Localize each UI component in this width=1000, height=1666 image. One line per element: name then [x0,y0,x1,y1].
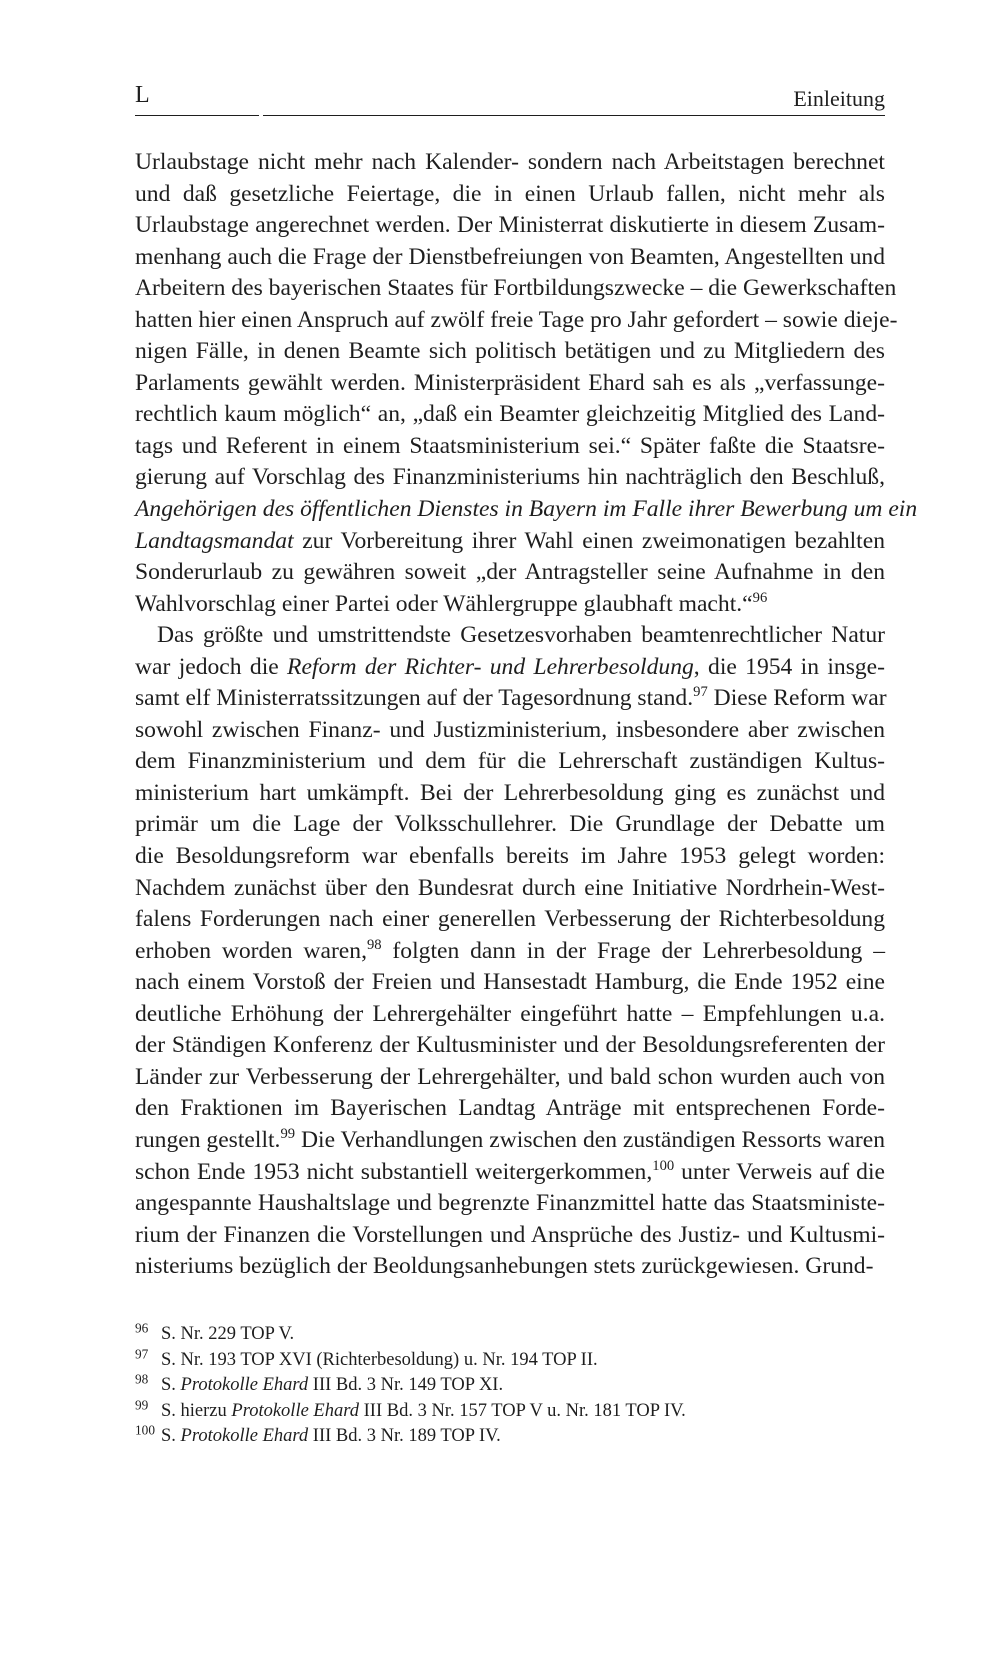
body-text [135,147,918,1283]
text-run: Arbeitern des bayerischen Staates für Fortbildungszwecke – die Gewerkschaften [135,275,897,302]
text-line [135,273,897,305]
text-run: Wahlvorschlag einer Partei oder Wählergruppe glaubhaft macht.“ [135,590,753,617]
text-run: S. [161,1375,181,1395]
text-line [135,746,885,778]
text-line [135,1125,885,1157]
text-run: folgten dann in der Frage der Lehrerbesoldung – [381,937,885,964]
text-line [135,462,885,494]
text-run: , die 1954 in insge- [693,653,885,680]
footnote-reference[interactable]: 96 [752,589,768,606]
text-run: hatten hier einen Anspruch auf zwölf freie Tage pro Jahr gefordert – sowie dieje- [135,306,898,333]
text-line [135,368,885,400]
footnote-number-text: 99 [135,1396,149,1412]
text-run: Urlaubstage angerechnet werden. Der Ministerrat diskutierte in diesem Zusam- [135,212,885,239]
footnote-number [135,1373,161,1399]
footnote-reference[interactable]: 99 [280,1125,296,1142]
text-line [135,652,885,684]
text-run: tags und Referent in einem Staatsministerium sei.“ Später faßte die Staatsre- [135,432,885,459]
paragraph [135,147,918,620]
text-run: falens Forderungen nach einer generellen Verbesserung der Richterbesoldung [135,906,885,933]
text-run: Das größte und umstrittendste Gesetzesvorhaben beamtenrechtlicher Natur [157,622,885,649]
footnotes [135,1322,885,1450]
text-line [135,715,885,747]
text-run: III Bd. 3 Nr. 157 TOP V u. Nr. 181 TOP IV. [359,1400,686,1421]
text-run: Parlaments gewählt werden. Ministerpräsident Ehard sah es als „verfassunge- [135,369,885,396]
text-run: der Ständigen Konferenz der Kultusminister und der Besoldungsreferenten der [135,1032,885,1059]
text-line [135,999,885,1031]
text-line [135,526,885,558]
footnote [135,1396,885,1425]
text-line [135,305,898,337]
text-run: sowohl zwischen Finanz- und Justizministerium, insbesondere aber zwischen [135,716,885,743]
footnote [135,1345,885,1374]
text-run: nisteriums bezüglich der Beoldungsanhebungen stets zurückgewiesen. Grund- [135,1253,874,1280]
footnote-number-text: 100 [135,1422,155,1438]
text-line [135,179,885,211]
text-run: den Fraktionen im Bayerischen Landtag Anträge mit entsprechenen Forde- [135,1095,885,1122]
text-line [135,242,885,274]
italic-text: Reform der Richter- und Lehrerbesoldung [287,653,694,680]
text-line [135,841,885,873]
text-line [135,494,918,526]
text-run: S. hierzu [161,1400,232,1421]
text-run: unter Verweis auf die [674,1158,885,1185]
text-run: rechtlich kaum möglich“ an, „daß ein Beamter gleichzeitig Mitglied des Land- [135,401,885,428]
text-line [135,336,885,368]
text-line [135,1030,885,1062]
text-run: menhang auch die Frage der Dienstbefreiungen von Beamten, Angestellten und [135,243,885,270]
text-run: dem Finanzministerium und dem für die Lehrerschaft zuständigen Kultus- [135,748,885,775]
text-run: Nachdem zunächst über den Bundesrat durch eine Initiative Nordrhein-West- [135,874,885,901]
footnote-number-text: 98 [135,1371,149,1387]
running-head [135,82,885,116]
text-run: war jedoch die [135,653,288,680]
footnote-number [135,1345,161,1374]
text-line [135,1062,885,1094]
text-run: nigen Fälle, in denen Beamte sich politisch betätigen und zu Mitgliedern des [135,338,885,365]
footnote [135,1424,885,1450]
italic-text: Protokolle Ehard [231,1400,359,1421]
text-run: Die Verhandlungen zwischen den zuständigen Ressorts waren [295,1126,885,1153]
text-run: nach einem Vorstoß der Freien und Hansestadt Hamburg, die Ende 1952 eine [135,969,885,996]
header-rule-left [135,115,259,116]
footnote [135,1322,885,1348]
footnote-number [135,1424,161,1450]
text-run: Länder zur Verbesserung der Lehrergehälter, und bald schon wurden auch von [135,1063,885,1090]
text-run: S. Nr. 193 TOP XVI (Richterbesoldung) u. Nr. 194 TOP II. [161,1349,598,1370]
page-number: L [135,82,150,108]
text-line [135,1188,885,1220]
text-run: erhoben worden waren, [135,937,367,964]
text-line [135,936,885,968]
text-run: Urlaubstage nicht mehr nach Kalender- sondern nach Arbeitstagen berechnet [135,149,885,175]
text-run: III Bd. 3 Nr. 149 TOP XI. [308,1375,504,1395]
text-line [135,873,885,905]
text-line [135,1220,885,1252]
footnote-reference[interactable]: 100 [652,1157,675,1174]
text-line [135,589,885,621]
text-run: S. Nr. 229 TOP V. [161,1324,295,1344]
text-run: zur Vorbereitung ihrer Wahl einen zweimonatigen bezahlten [293,527,885,554]
text-line [135,1251,885,1283]
text-line [135,620,885,652]
italic-text: Angehörigen des öffentlichen Dienstes in Bayern im Falle ihrer Bewerbung um ein [135,496,918,523]
paragraph [135,620,885,1282]
text-line [135,809,885,841]
footnote-number [135,1396,161,1425]
text-line [135,431,885,463]
text-run: Sonderurlaub zu gewähren soweit „der Antragsteller seine Aufnahme in den [135,559,885,586]
text-line [135,778,885,810]
text-run: und daß gesetzliche Feiertage, die in einen Urlaub fallen, nicht mehr als [135,180,885,207]
text-line [135,1093,885,1125]
footnote-number [135,1322,161,1348]
text-run: rium der Finanzen die Vorstellungen und Ansprüche des Justiz- und Kultusmi- [135,1221,885,1248]
text-line [135,904,885,936]
italic-text: Landtagsmandat [135,527,294,554]
text-run: III Bd. 3 Nr. 189 TOP IV. [308,1426,501,1446]
text-line [135,210,885,242]
text-line [135,399,885,431]
text-run: rungen gestellt. [135,1126,281,1153]
text-run: primär um die Lage der Volksschullehrer. Die Grundlage der Debatte um [135,811,885,838]
header-rule-right [263,115,885,116]
text-line [135,967,885,999]
text-run: deutliche Erhöhung der Lehrergehälter eingeführt hatte – Empfehlungen u.a. [135,1000,885,1027]
text-run: die Besoldungsreform war ebenfalls bereits im Jahre 1953 gelegt worden: [135,843,885,870]
text-run: angespannte Haushaltslage und begrenzte Finanzmittel hatte das Staatsministe- [135,1190,885,1217]
text-run: schon Ende 1953 nicht substantiell weitergerkommen, [135,1158,653,1185]
text-line [135,147,885,179]
text-run: samt elf Ministerratssitzungen auf der Tagesordnung stand. [135,685,694,712]
footnote-number-text: 97 [135,1345,149,1361]
italic-text: Protokolle Ehard [180,1426,309,1446]
text-line [135,557,885,589]
text-line [135,1157,885,1189]
text-line [135,683,885,715]
italic-text: Protokolle Ehard [180,1375,309,1395]
text-run: gierung auf Vorschlag des Finanzministeriums hin nachträglich den Beschluß, [135,464,885,491]
text-run: Diese Reform war [707,685,887,712]
text-run: S. [161,1426,181,1446]
footnote-reference[interactable]: 98 [366,936,382,953]
footnote [135,1373,885,1399]
text-run: ministerium hart umkämpft. Bei der Lehrerbesoldung ging es zunächst und [135,779,885,806]
running-title: Einleitung [793,86,885,111]
footnote-number-text: 96 [135,1320,149,1336]
footnote-reference[interactable]: 97 [693,684,708,701]
